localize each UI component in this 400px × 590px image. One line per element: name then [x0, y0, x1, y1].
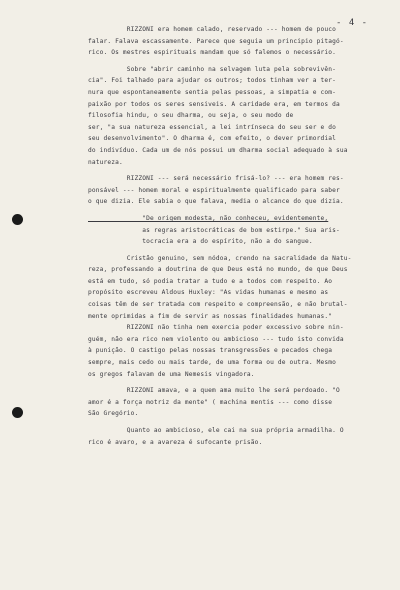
- text-line: o que dizia. Ele sabia o que falava, media o alcance do que dizia.: [88, 198, 344, 206]
- text-line: guém, não era rico nem violento ou ambicioso --- tudo isto convida: [88, 335, 344, 343]
- text-line: RIZZONI não tinha nem exercia poder excessivo sobre nin-: [88, 324, 344, 332]
- text-line: mente oprimidas a fim de servir as nossas finalidades humanas.": [88, 312, 333, 320]
- text-line: cia". Foi talhado para ajudar os outros; todos tinham ver a ter-: [88, 77, 337, 85]
- quote-block: [88, 213, 380, 248]
- text-line: seu desenvolvimento". O dharma é, com efeito, o dever primordial: [88, 135, 337, 143]
- text-line: rico. Os mestres espirituais mandam que só falemos o necessário.: [88, 49, 337, 57]
- text-line: amor é a força motriz da mente" ( machina mentis --- como disse: [88, 398, 333, 406]
- text-line: Sobre "abrir caminho na selvagem luta pela sobrevivên-: [88, 65, 337, 73]
- text-line: à punição. O castigo pelas nossas transgressões e pecados chega: [88, 347, 333, 355]
- text-line: filosofia hindu, o seu dharma, ou seja, o seu modo de: [88, 112, 294, 120]
- text-line: paixão por todos os seres sensiveis. A caridade era, em termos da: [88, 100, 340, 108]
- document-body: [88, 24, 380, 448]
- text-line: RIZZONI --- será necessário frisá-lo? --- era homem res-: [88, 175, 344, 183]
- text-line: coisas têm de ser tratada com respeito e compreensão, e não brutal-: [88, 301, 348, 309]
- quote-line: "De origem modesta, não conheceu, evidentemente,: [88, 214, 329, 222]
- text-line: São Gregório.: [88, 410, 139, 418]
- page-number: - 4 -: [336, 18, 369, 28]
- text-line: Quanto ao ambicioso, ele cai na sua própria armadilha. O: [88, 427, 344, 434]
- text-line: RIZZONI amava, e a quem ama muito lhe será perdoado. "O: [88, 387, 340, 395]
- text-line: natureza.: [88, 158, 123, 166]
- punch-hole-top: [12, 214, 23, 225]
- punch-hole-bottom: [12, 407, 23, 418]
- text-line: está em tudo, só podia tratar a tudo e a todos com respeito. Ao: [88, 277, 333, 285]
- text-line: rico é avaro, e a avareza é sufocante prisão.: [88, 438, 263, 446]
- paragraph-2: [88, 64, 380, 168]
- paragraph-6: [88, 425, 380, 448]
- quote-line: tocracia era a do espírito, não a do sangue.: [88, 238, 313, 246]
- text-line: Cristão genuino, sem nódoa, crendo na sacralidade da Natu-: [88, 254, 352, 262]
- text-line: nura que espontaneamente sentia pelas pessoas, a simpatia e com-: [88, 88, 337, 96]
- paragraph-5: [88, 385, 380, 420]
- paragraph-1: [88, 24, 380, 59]
- text-line: do indivíduo. Cada um de nós possui um dharma social adequado à sua: [88, 146, 348, 154]
- paragraph-4: [88, 253, 380, 381]
- text-line: propósito escreveu Aldous Huxley: "As vidas humanas e mesmo as: [88, 289, 329, 297]
- quote-line: as regras aristocráticas de bom estirpe." Sua aris-: [88, 226, 340, 234]
- text-line: ponsável --- homem moral e espiritualmente qualificado para saber: [88, 186, 340, 194]
- paragraph-3: [88, 173, 380, 208]
- text-line: os gregos falavam de uma Nemesis vingadora.: [88, 370, 255, 378]
- text-line: falar. Falava escassamente. Parece que seguia um principio pitagó-: [88, 37, 344, 45]
- text-line: reza, professando a doutrina de que Deus está no mundo, de que Deus: [88, 266, 348, 274]
- text-line: RIZZONI era homem calado, reservado --- homem de pouco: [88, 26, 337, 33]
- text-line: ser, "a sua natureza essencial, a lei intrínseca do seu ser e do: [88, 123, 337, 131]
- text-line: sempre, mais cedo ou mais tarde, de uma forma ou de outra. Mesmo: [88, 359, 337, 367]
